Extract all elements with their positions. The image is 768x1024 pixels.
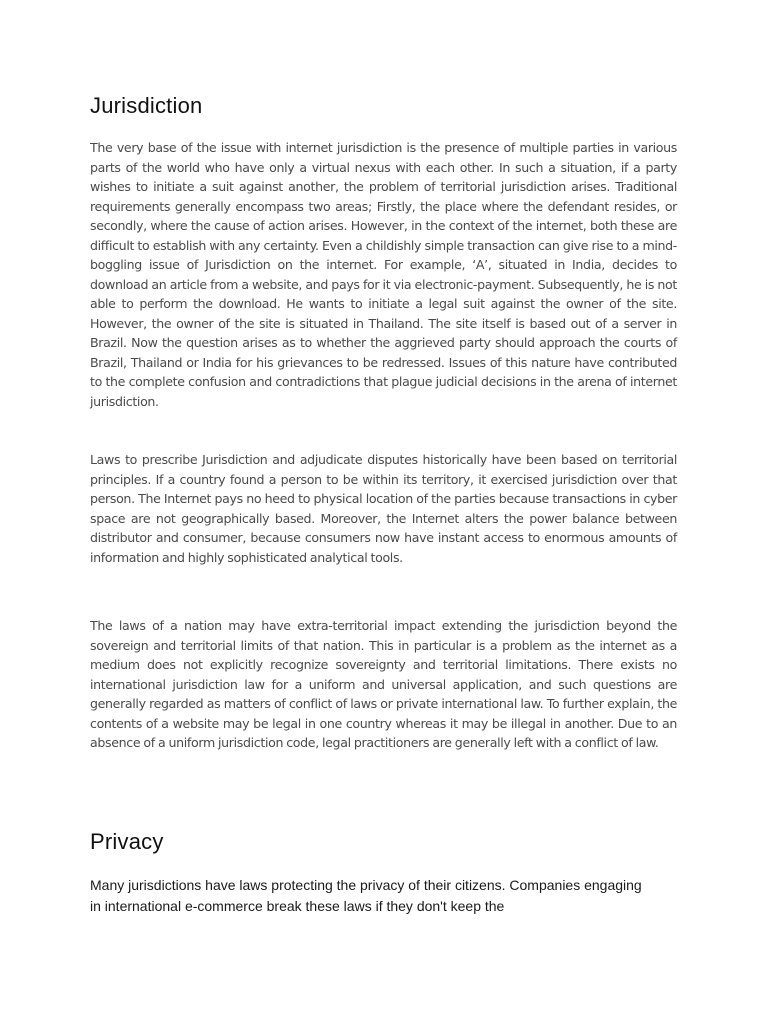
jurisdiction-heading: Jurisdiction xyxy=(90,93,203,118)
jurisdiction-paragraph-2: Laws to prescribe Jurisdiction and adjudicate disputes historically have been based on territorial principles. If a country found a person to be within its territory, it exercised jurisdiction over that person. The Internet pays no heed to physical location of the parties because transactions in cyber space are not geographically based. Moreover, the Internet alters the power balance between distributor and consumer, because consumers now have instant access to enormous amounts of information and highly sophisticated analytical tools. xyxy=(90,452,677,565)
jurisdiction-paragraph-3: The laws of a nation may have extra-territorial impact extending the jurisdiction beyond the sovereign and territorial limits of that nation. This in particular is a problem as the internet as a medium does not explicitly recognize sovereignty and territorial limitations. There exists no international jurisdiction law for a uniform and universal application, and such questions are generally regarded as matters of conflict of laws or private international law. To further explain, the contents of a website may be legal in one country whereas it may be illegal in another. Due to an absence of a uniform jurisdiction code, legal practitioners are generally left with a conflict of law. xyxy=(90,618,677,750)
privacy-heading: Privacy xyxy=(90,829,164,854)
privacy-paragraph: Many jurisdictions have laws protecting the privacy of their citizens. Companies engaging in international e-commerce break these laws if they don't keep the xyxy=(90,877,642,914)
jurisdiction-paragraph-1: The very base of the issue with internet jurisdiction is the presence of multiple parties in various parts of the world who have only a virtual nexus with each other. In such a situation, if a party wishes to initiate a suit against another, the problem of territorial jurisdiction arises. Traditional requirements generally encompass two areas; Firstly, the place where the defendant resides, or secondly, where the cause of action arises. However, in the context of the internet, both these are difficult to establish with any certainty. Even a childishly simple transaction can give rise to a mind-boggling issue of Jurisdiction on the internet. For example, ‘A’, situated in India, decides to download an article from a website, and pays for it via electronic-payment. Subsequently, he is not able to perform the download. He wants to initiate a legal suit against the owner of the site. However, the owner of the site is situated in Thailand. The site itself is based out of a server in Brazil. Now the question arises as to whether the aggrieved party should approach the courts of Brazil, Thailand or India for his grievances to be redressed. Issues of this nature have contributed to the complete confusion and contradictions that plague judicial decisions in the arena of internet jurisdiction. xyxy=(90,140,677,409)
